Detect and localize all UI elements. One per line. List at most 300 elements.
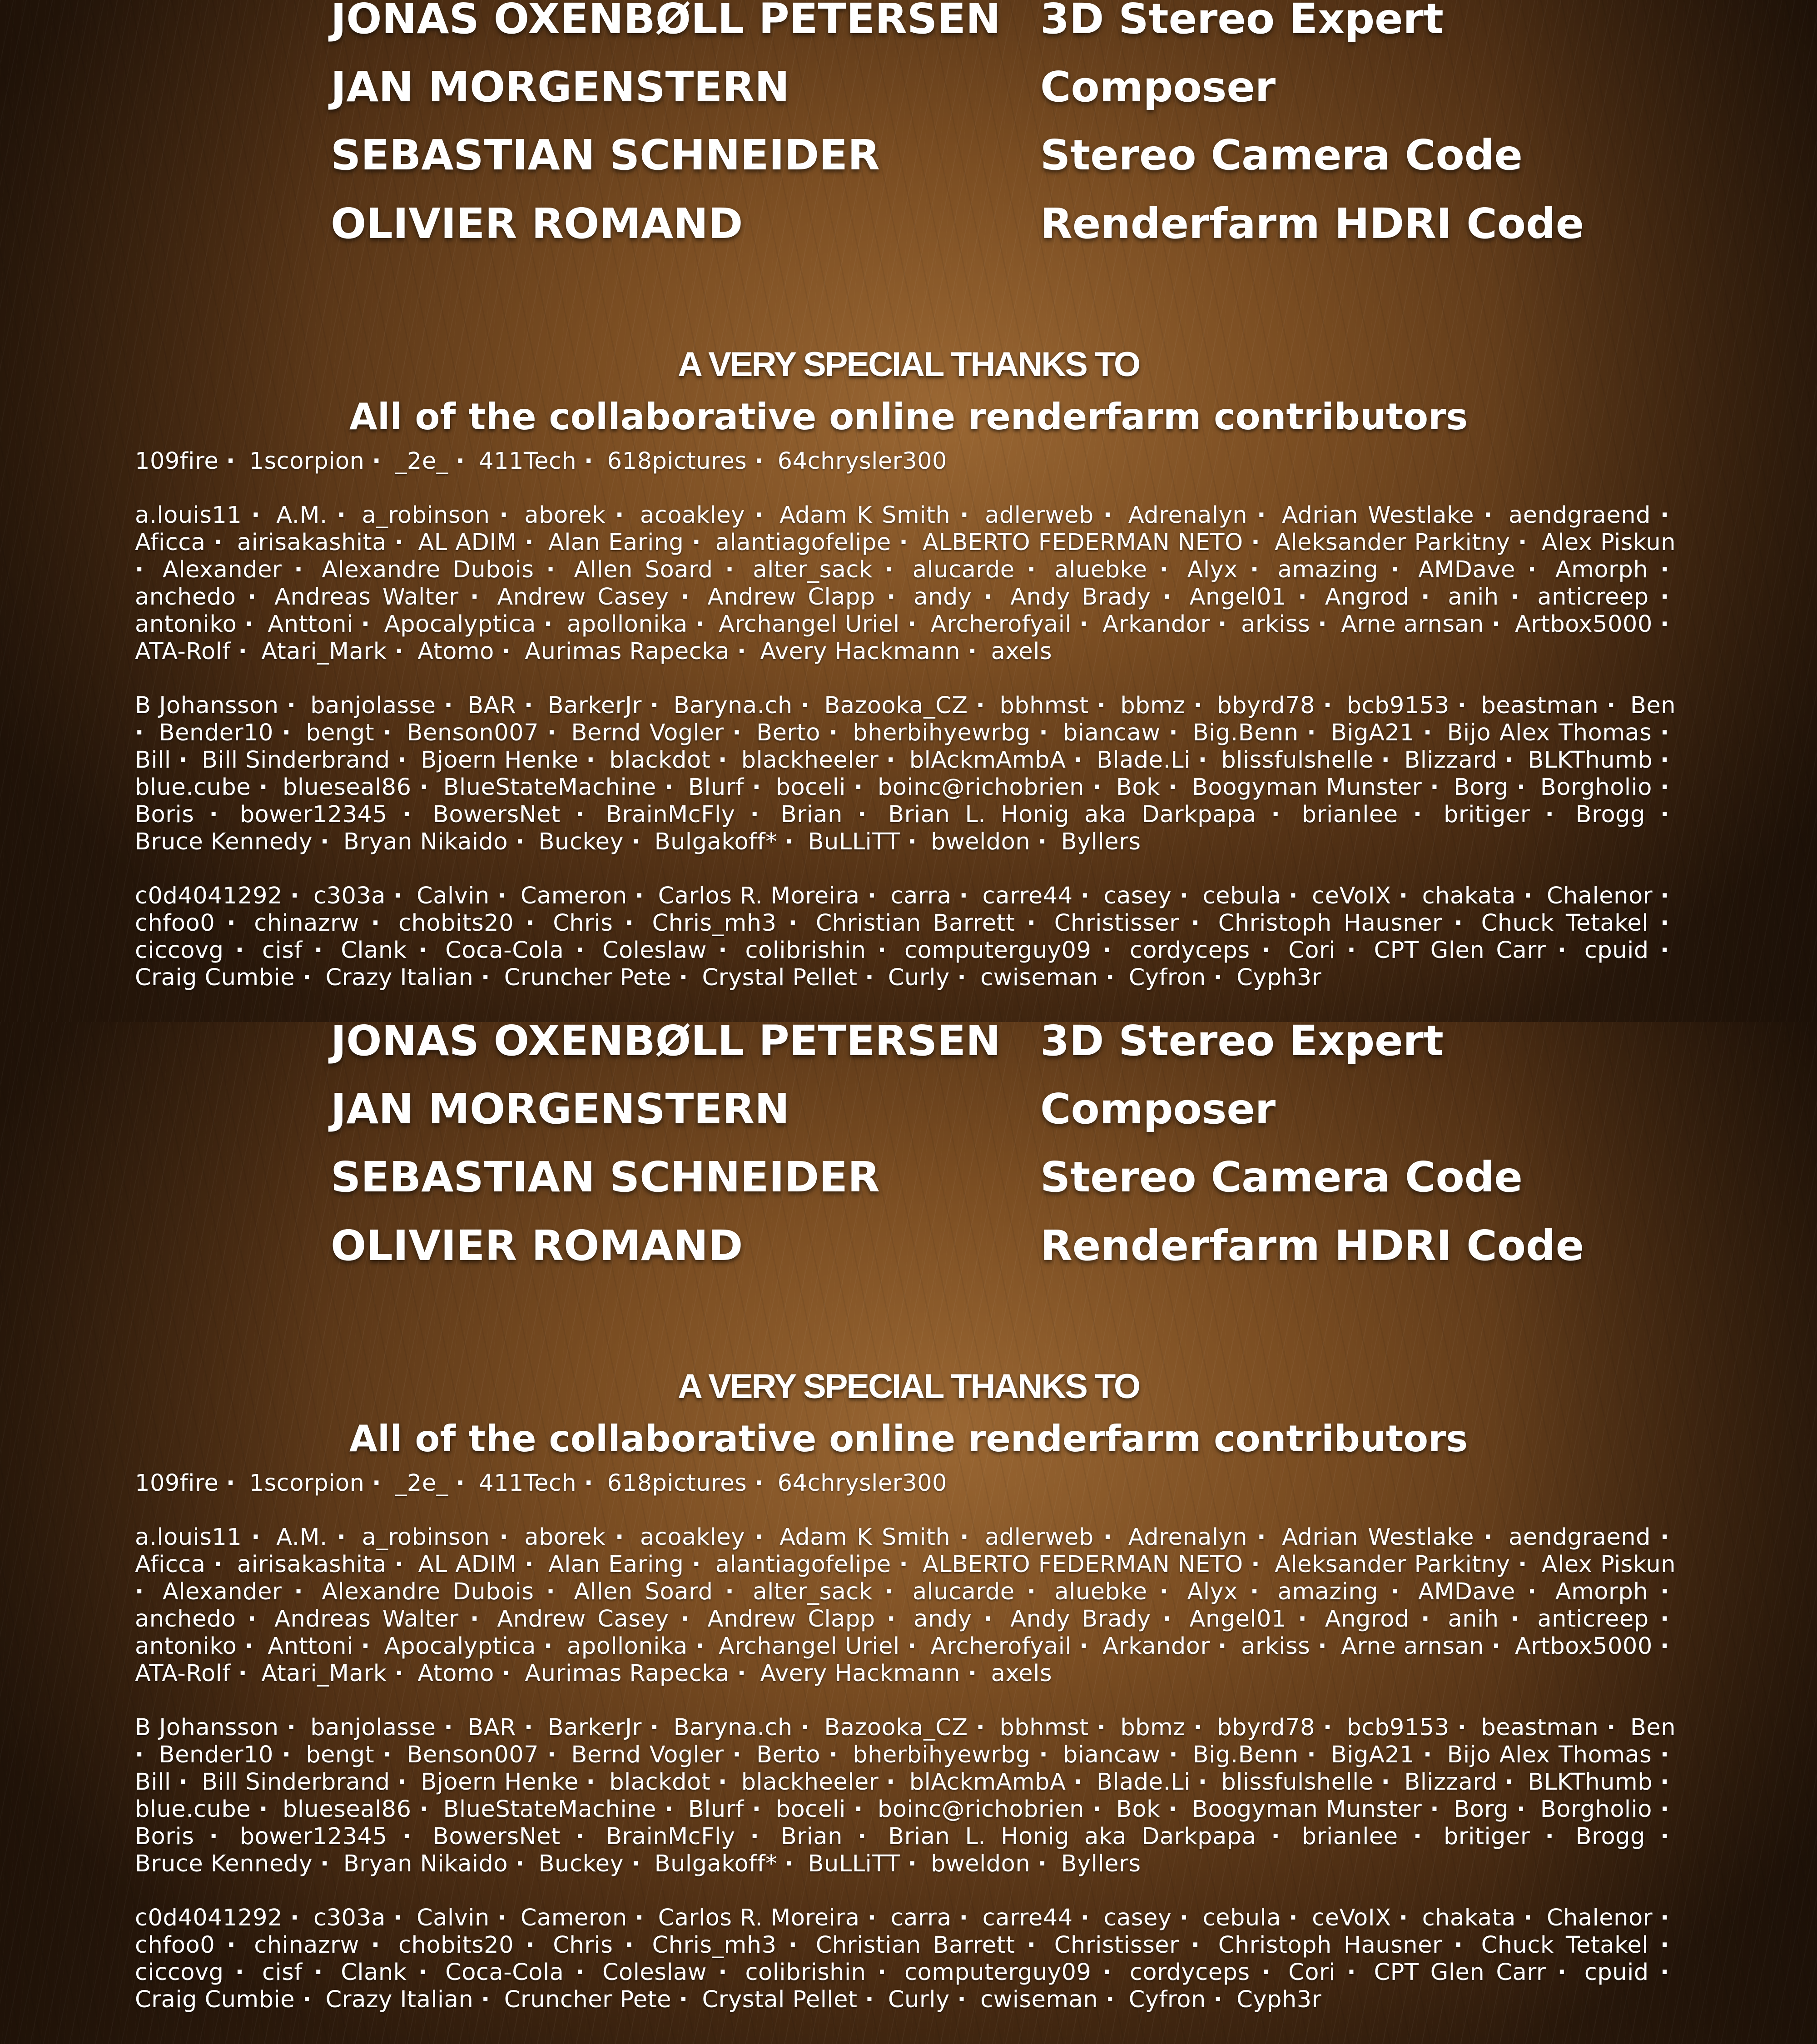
contributor-name: beastman [1481, 1714, 1599, 1741]
name-separator: · [789, 910, 804, 937]
name-separator: · [420, 1796, 435, 1823]
name-separator: · [1169, 1741, 1184, 1769]
contributor-name: anchedo [135, 584, 236, 610]
name-separator: · [244, 611, 260, 638]
contributor-name: blue.cube [135, 774, 251, 801]
name-separator: · [1660, 719, 1676, 747]
contributor-name: alantiagofelipe [715, 529, 891, 556]
contributor-name: Brian [781, 1823, 843, 1850]
name-separator: · [248, 584, 263, 611]
name-separator: · [420, 774, 435, 801]
name-separator: · [695, 611, 711, 638]
contributor-name: alucarde [913, 1578, 1015, 1605]
name-separator: · [692, 529, 707, 556]
contributor-name: Alan Earing [548, 1551, 684, 1578]
name-separator: · [499, 502, 515, 529]
contributor-name: blueseal86 [283, 774, 412, 801]
name-separator: · [444, 1714, 459, 1741]
contributor-name: Bender10 [159, 719, 273, 746]
contributor-name: Big.Benn [1193, 1741, 1299, 1768]
contributor-name: ciccovg [135, 937, 224, 964]
contributor-name: amazing [1278, 1578, 1378, 1605]
special-thanks-subtitle: All of the collaborative online renderfarm contributors [0, 394, 1817, 440]
contributor-name: Aficca [135, 529, 206, 556]
contributor-name: Christian Barrett [816, 1932, 1015, 1959]
name-separator: · [1307, 719, 1322, 747]
contributor-name: Bill [135, 1769, 171, 1796]
name-separator: · [287, 692, 302, 719]
contributor-name: Adam K Smith [779, 502, 950, 529]
name-separator: · [209, 801, 225, 829]
contributor-name: Atomo [417, 638, 494, 665]
name-separator: · [314, 937, 329, 964]
contributor-name: bweldon [931, 1851, 1030, 1877]
name-separator: · [238, 638, 253, 665]
contributor-name: BLKThumb [1528, 1769, 1653, 1796]
contributor-name: axels [991, 638, 1052, 665]
contributor-name: Boris [135, 1823, 194, 1850]
contributor-name: BarkerJr [548, 692, 642, 719]
contributor-name: Alex Piskun [1542, 1551, 1676, 1578]
name-separator: · [303, 964, 318, 992]
name-separator: · [294, 1578, 309, 1606]
contributor-name: Benson007 [407, 719, 539, 746]
contributor-name: airisakashita [237, 1551, 387, 1578]
contributor-name: andy [913, 1606, 972, 1632]
contributor-name: arkiss [1241, 1633, 1310, 1660]
name-separator: · [547, 719, 563, 747]
name-separator: · [1038, 829, 1053, 856]
contributor-name: Blizzard [1404, 1769, 1497, 1796]
name-separator: · [544, 611, 559, 638]
name-separator: · [1517, 1796, 1532, 1823]
contributor-name: Angel01 [1189, 584, 1286, 610]
name-separator: · [1103, 937, 1118, 964]
contributor-name: chinazrw [254, 1932, 359, 1959]
name-separator: · [1454, 910, 1469, 937]
name-separator: · [372, 1470, 387, 1497]
name-separator: · [282, 719, 298, 747]
name-separator: · [755, 1470, 770, 1497]
contributor-name: Crystal Pellet [702, 964, 857, 991]
name-separator: · [1168, 1796, 1184, 1823]
contributor-name: Amorph [1555, 556, 1648, 583]
contributor-name: Alan Earing [548, 529, 684, 556]
contributor-name: Atomo [417, 1660, 494, 1687]
name-separator: · [544, 1633, 559, 1660]
name-separator: · [615, 1524, 630, 1551]
name-separator: · [1027, 1932, 1043, 1959]
name-separator: · [1168, 774, 1184, 801]
name-separator: · [1092, 1796, 1108, 1823]
contributor-name: Christoph Hausner [1218, 910, 1442, 937]
contributor-name: ALBERTO FEDERMAN NETO [923, 1551, 1243, 1578]
name-separator: · [135, 719, 150, 747]
contributor-name: BowersNet [433, 1823, 561, 1850]
name-separator: · [213, 1551, 229, 1578]
name-separator: · [908, 1851, 923, 1878]
name-separator: · [235, 1959, 251, 1986]
name-separator: · [371, 1932, 387, 1959]
contributor-name: boinc@richobrien [878, 1796, 1084, 1823]
contributor-name: blackdot [609, 1769, 710, 1796]
contributor-name: casey [1104, 883, 1172, 909]
name-separator: · [1390, 556, 1406, 584]
name-separator: · [1421, 1606, 1436, 1633]
name-separator: · [1660, 1823, 1676, 1851]
contributor-name: AL ADIM [418, 1551, 516, 1578]
name-separator: · [397, 747, 413, 774]
name-separator: · [750, 1823, 766, 1851]
contributor-name: Aurimas Rapecka [525, 638, 730, 665]
name-separator: · [631, 829, 647, 856]
name-separator: · [1257, 502, 1272, 529]
contributor-name: BAR [467, 1714, 516, 1741]
credit-person: JAN MORGENSTERN [331, 60, 1012, 114]
contributor-name: Brian [781, 801, 843, 828]
contributor-name: BigA21 [1331, 719, 1415, 746]
name-separator: · [1318, 1633, 1333, 1660]
contributor-name: Clank [341, 937, 407, 964]
contributor-name: Cameron [521, 1905, 627, 1931]
name-separator: · [1660, 910, 1676, 937]
contributor-name: BLKThumb [1528, 747, 1653, 774]
name-separator: · [290, 1905, 306, 1932]
name-separator: · [1251, 529, 1266, 556]
name-separator: · [1510, 1606, 1526, 1633]
name-separator: · [1545, 801, 1560, 829]
name-separator: · [1660, 883, 1676, 910]
name-separator: · [1381, 747, 1396, 774]
contributor-name: boceli [776, 1796, 846, 1823]
contributor-name: bengt [306, 1741, 374, 1768]
contributor-name: Calvin [417, 883, 490, 909]
name-separator: · [1390, 1578, 1406, 1606]
name-separator: · [1081, 1905, 1096, 1932]
contributor-name: Bryan Nikaido [343, 1851, 508, 1877]
contributor-name: Bazooka_CZ [824, 692, 968, 719]
contributor-name: Andrew Clapp [707, 1606, 875, 1632]
name-separator: · [1289, 883, 1304, 910]
contributor-name: Apocalyptica [384, 1633, 536, 1660]
name-separator: · [1162, 1606, 1178, 1633]
name-separator: · [135, 1578, 150, 1606]
contributor-name: Bijo Alex Thomas [1447, 1741, 1652, 1768]
contributor-name: banjolasse [310, 1714, 436, 1741]
contributor-name: Avery Hackmann [760, 1660, 961, 1687]
name-separator: · [976, 1714, 992, 1741]
name-separator: · [1214, 964, 1229, 992]
name-separator: · [584, 448, 600, 475]
name-separator: · [361, 1633, 377, 1660]
contributor-name: bbhmst [999, 692, 1088, 719]
name-separator: · [665, 1796, 680, 1823]
name-separator: · [238, 1660, 253, 1687]
contributor-name: Buckey [539, 1851, 624, 1877]
name-separator: · [393, 1905, 409, 1932]
contributor-name: Curly [888, 964, 950, 991]
name-separator: · [337, 1524, 352, 1551]
contributor-name: apollonika [567, 611, 688, 638]
contributor-name: Blade.Li [1097, 747, 1191, 774]
name-separator: · [1660, 1524, 1676, 1551]
name-separator: · [1193, 692, 1209, 719]
name-separator: · [959, 883, 975, 910]
contributor-name: airisakashita [237, 529, 387, 556]
name-separator: · [576, 937, 591, 964]
name-separator: · [524, 692, 540, 719]
name-separator: · [1079, 1633, 1095, 1660]
contributor-name: Bijo Alex Thomas [1447, 719, 1652, 746]
name-separator: · [631, 1851, 647, 1878]
name-separator: · [1191, 1932, 1206, 1959]
contributor-name: chakata [1422, 883, 1516, 909]
name-separator: · [899, 1551, 914, 1578]
contributor-name: cordyceps [1130, 937, 1250, 964]
name-separator: · [1347, 1959, 1362, 1986]
name-separator: · [725, 1578, 740, 1606]
name-separator: · [418, 1959, 434, 1986]
name-separator: · [1660, 937, 1676, 964]
contributor-name: AL ADIM [418, 529, 516, 556]
name-separator: · [1180, 1905, 1195, 1932]
contributor-name: Chalenor [1547, 1905, 1653, 1931]
contributor-name: Bill Sinderbrand [202, 1769, 390, 1796]
contributor-name: Cyfron [1129, 964, 1206, 991]
name-separator: · [1660, 1959, 1676, 1986]
contributor-name: Borg [1454, 1796, 1509, 1823]
name-separator: · [395, 638, 410, 665]
contributor-name: Crazy Italian [326, 964, 474, 991]
contributor-name: BAR [467, 692, 516, 719]
name-separator: · [1524, 1905, 1539, 1932]
name-separator: · [314, 1959, 329, 1986]
contributor-name: Arkandor [1102, 1633, 1210, 1660]
name-separator: · [481, 964, 496, 992]
name-separator: · [1660, 747, 1676, 774]
contributor-name: Allen Soard [574, 1578, 713, 1605]
contributor-name: beastman [1481, 692, 1599, 719]
name-separator: · [1660, 801, 1676, 829]
name-separator: · [303, 1986, 318, 2014]
contributor-name: A.M. [276, 1524, 327, 1551]
contributor-name: acoakley [640, 1524, 745, 1551]
name-separator: · [1097, 692, 1112, 719]
contributor-name: Artbox5000 [1515, 1633, 1653, 1660]
contributor-name: Cyph3r [1236, 1986, 1321, 2013]
name-separator: · [868, 1905, 883, 1932]
contributor-name: arkiss [1241, 611, 1310, 638]
name-separator: · [282, 1741, 298, 1769]
contributor-name: Borgholio [1540, 1796, 1652, 1823]
contributor-name: Bjoern Henke [421, 747, 579, 774]
name-separator: · [1038, 1851, 1053, 1878]
contributor-name: Carlos R. Moreira [658, 883, 860, 909]
name-separator: · [865, 964, 880, 992]
name-separator: · [1660, 1932, 1676, 1959]
name-separator: · [1423, 719, 1439, 747]
contributor-name: AMDave [1418, 1578, 1515, 1605]
name-separator: · [1660, 502, 1676, 529]
contributor-name: alter_sack [753, 1578, 873, 1605]
name-separator: · [1106, 964, 1121, 992]
name-separator: · [755, 1524, 770, 1551]
name-separator: · [1251, 1551, 1266, 1578]
contributor-name: Brian L. Honig aka Darkpapa [888, 801, 1256, 828]
name-separator: · [650, 692, 665, 719]
name-separator: · [226, 1470, 242, 1497]
contributor-name: casey [1104, 1905, 1172, 1931]
name-separator: · [957, 964, 973, 992]
name-separator: · [227, 1932, 242, 1959]
contributor-name: Arne arnsan [1341, 611, 1484, 638]
contributor-name: Buckey [539, 829, 624, 855]
name-separator: · [737, 638, 753, 665]
contributor-name: 411Tech [479, 448, 576, 475]
contributor-name: Aficca [135, 1551, 206, 1578]
name-separator: · [547, 1741, 563, 1769]
name-separator: · [524, 1714, 540, 1741]
name-separator: · [725, 556, 740, 584]
name-separator: · [1545, 1823, 1560, 1851]
contributor-name: Adrian Westlake [1282, 502, 1474, 529]
contributor-name: aluebke [1055, 1578, 1147, 1605]
name-separator: · [960, 1524, 975, 1551]
contributor-name: Byllers [1061, 1851, 1141, 1877]
name-separator: · [244, 1633, 260, 1660]
name-separator: · [1039, 1741, 1054, 1769]
contributor-name: Chris [553, 910, 613, 937]
name-separator: · [829, 1741, 844, 1769]
contributor-name: Cori [1288, 937, 1335, 964]
name-separator: · [635, 883, 650, 910]
name-separator: · [584, 1470, 600, 1497]
contributor-name: anchedo [135, 1606, 236, 1632]
name-separator: · [393, 883, 409, 910]
name-separator: · [499, 1524, 515, 1551]
contributor-name: Byllers [1061, 829, 1141, 855]
contributor-name: acoakley [640, 502, 745, 529]
name-separator: · [259, 1796, 274, 1823]
contributor-name: a_robinson [362, 502, 490, 529]
name-separator: · [320, 1851, 336, 1878]
credit-role: Composer [1040, 60, 1608, 114]
contributor-name: Bill [135, 747, 171, 774]
name-separator: · [526, 1932, 541, 1959]
name-separator: · [1191, 910, 1206, 937]
contributor-name: BrainMcFly [606, 801, 735, 828]
name-separator: · [680, 584, 696, 611]
contributor-name: Amorph [1555, 1578, 1648, 1605]
name-separator: · [960, 502, 975, 529]
name-separator: · [1106, 1986, 1121, 2014]
contributor-name: bbmz [1120, 692, 1185, 719]
name-separator: · [251, 1524, 267, 1551]
contributor-name: CPT Glen Carr [1374, 1959, 1546, 1986]
name-separator: · [679, 1986, 695, 2014]
contributor-name: Calvin [417, 1905, 490, 1931]
contributor-name: Arkandor [1102, 611, 1210, 638]
name-separator: · [957, 1986, 973, 2014]
contributor-name: bbyrd78 [1217, 1714, 1315, 1741]
contributor-name: Alexandre Dubois [322, 556, 534, 583]
contributor-name: britiger [1444, 801, 1530, 828]
name-separator: · [1558, 937, 1573, 964]
contributor-name: Christoph Hausner [1218, 1932, 1442, 1959]
contributor-name: BarkerJr [548, 1714, 642, 1741]
name-separator: · [1257, 1524, 1272, 1551]
contributor-name: banjolasse [310, 692, 436, 719]
contributor-name: aendgraend [1509, 1524, 1651, 1551]
contributor-name: Artbox5000 [1515, 611, 1653, 638]
name-separator: · [383, 1741, 398, 1769]
contributor-name: Bulgakoff* [655, 1851, 777, 1877]
name-separator: · [635, 1905, 650, 1932]
name-separator: · [1160, 1578, 1175, 1606]
contributor-name: Berto [756, 1741, 820, 1768]
name-separator: · [497, 883, 513, 910]
contributor-name: Boogyman Munster [1192, 774, 1422, 801]
contributor-name: apollonika [567, 1633, 688, 1660]
contributor-name: chfoo0 [135, 1932, 215, 1959]
name-separator: · [227, 910, 242, 937]
name-separator: · [1607, 1714, 1622, 1741]
credit-role: Composer [1040, 1082, 1608, 1136]
contributor-name: bweldon [931, 829, 1030, 855]
contributor-name: Berto [756, 719, 820, 746]
name-separator: · [481, 1986, 496, 2014]
name-separator: · [546, 1578, 561, 1606]
contributor-name: Cruncher Pete [504, 1986, 671, 2013]
contributor-name: Chris_mh3 [652, 1932, 776, 1959]
name-separator: · [1261, 1959, 1277, 1986]
name-separator: · [1492, 611, 1507, 638]
name-separator: · [800, 692, 816, 719]
name-separator: · [226, 448, 242, 475]
contributor-name: britiger [1444, 1823, 1530, 1850]
contributor-name: Archerofyail [931, 611, 1072, 638]
contributor-name: Baryna.ch [674, 1714, 793, 1741]
credit-role: Stereo Camera Code [1040, 1150, 1608, 1205]
contributor-name: 411Tech [479, 1470, 576, 1497]
name-separator: · [1261, 937, 1277, 964]
contributor-name: anticreep [1537, 584, 1648, 610]
name-separator: · [456, 448, 471, 475]
contributor-name: Angel01 [1189, 1606, 1286, 1632]
contributor-name: andy [913, 584, 972, 610]
name-separator: · [899, 529, 914, 556]
contributor-name: bower12345 [240, 801, 387, 828]
name-separator: · [1660, 1578, 1676, 1606]
name-separator: · [1505, 1769, 1520, 1796]
name-separator: · [1250, 1578, 1266, 1606]
contributor-name: _2e_ [395, 1470, 448, 1497]
name-separator: · [858, 1823, 873, 1851]
name-separator: · [525, 1551, 540, 1578]
name-separator: · [887, 1606, 902, 1633]
name-separator: · [1660, 1606, 1676, 1633]
contributor-name: 109fire [135, 1470, 218, 1497]
contributor-name: ATA-Rolf [135, 638, 231, 665]
contributor-name: bower12345 [240, 1823, 387, 1850]
name-separator: · [718, 747, 734, 774]
contributor-name: carra [891, 883, 952, 909]
name-separator: · [886, 747, 902, 774]
contributor-name: Atari_Mark [261, 638, 387, 665]
name-separator: · [1660, 584, 1676, 611]
contributor-name: Brian L. Honig aka Darkpapa [888, 1823, 1256, 1850]
contributor-name: bbhmst [999, 1714, 1088, 1741]
